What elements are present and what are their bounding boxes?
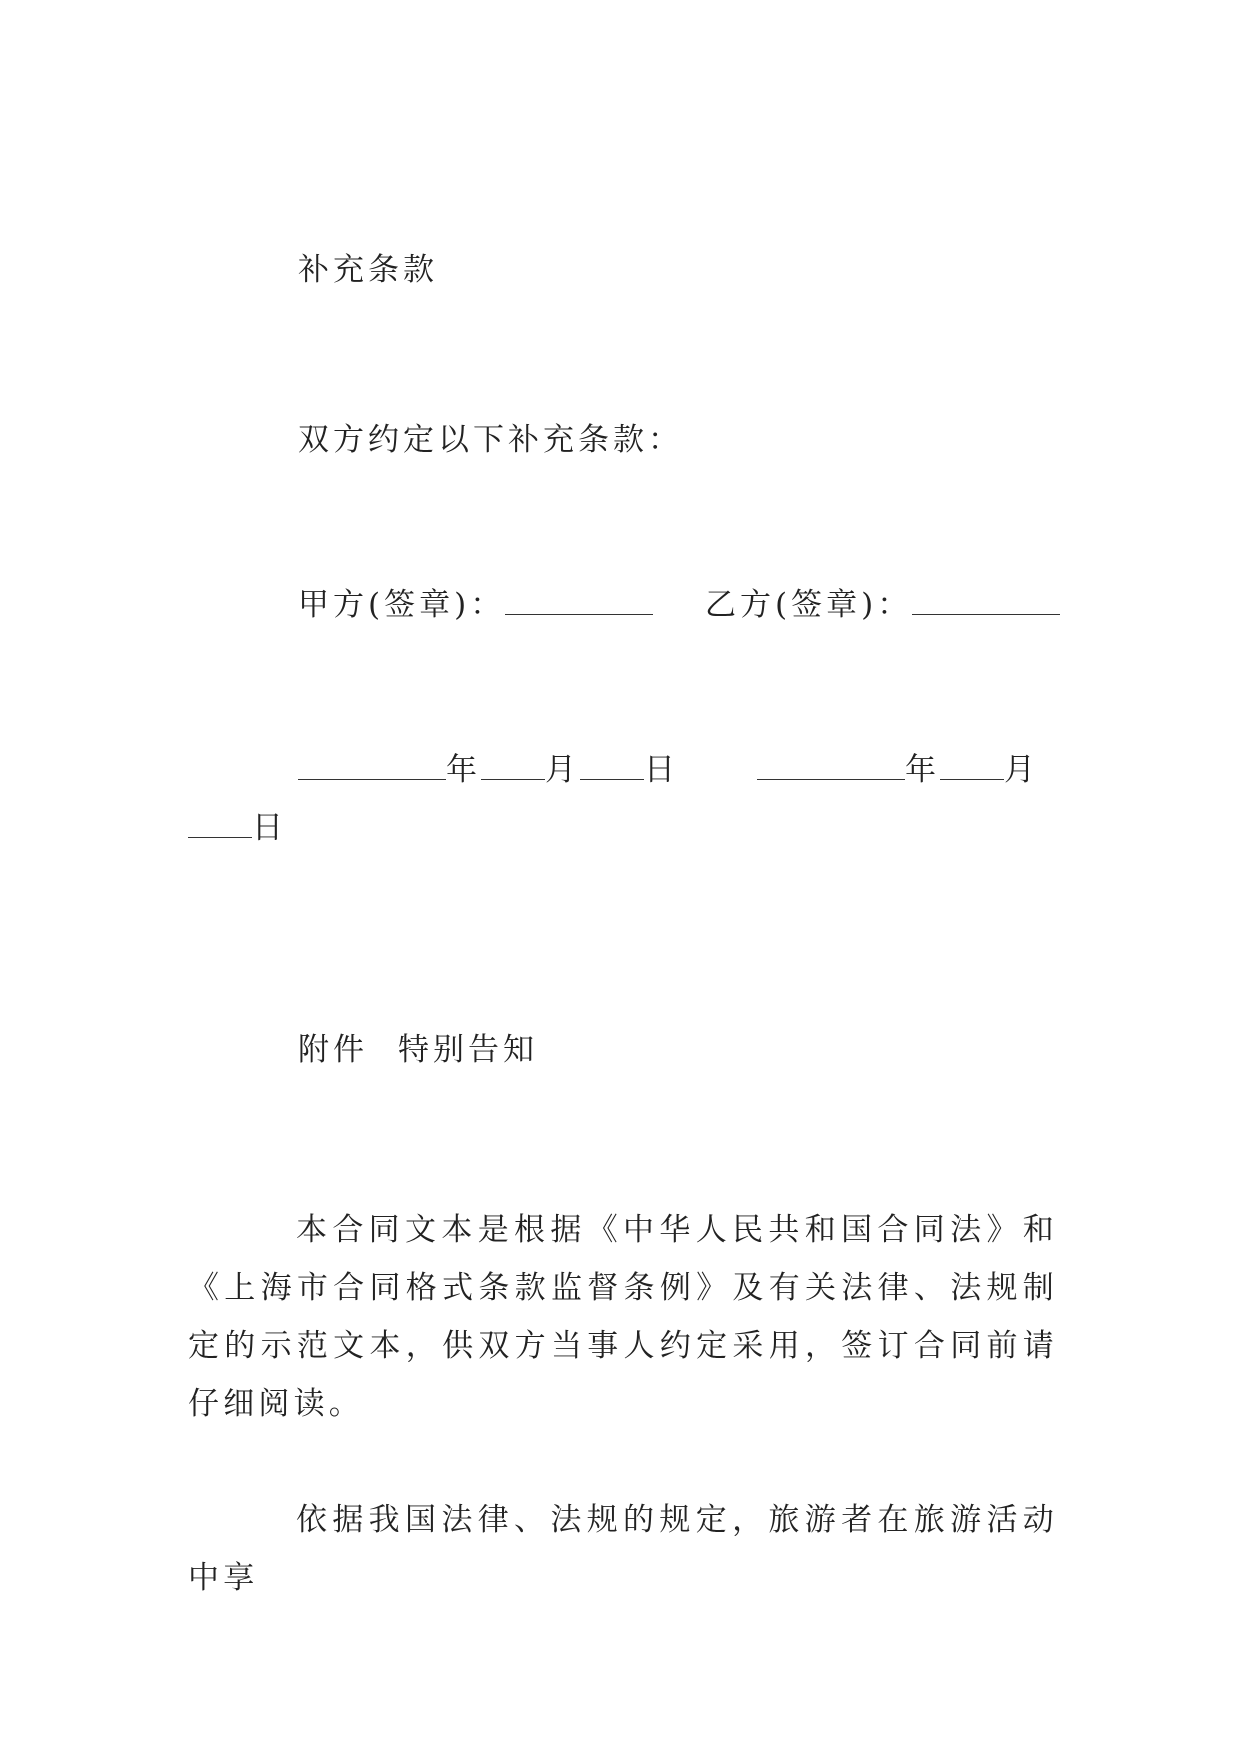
- month-char: 月: [1004, 752, 1039, 788]
- party-a-signature-blank[interactable]: [505, 586, 653, 615]
- party-b-year-blank[interactable]: [757, 751, 905, 780]
- year-char: 年: [905, 752, 940, 788]
- party-a-year-blank[interactable]: [298, 751, 446, 780]
- party-b-label: 乙方(签章)：: [705, 587, 913, 623]
- party-b-signature-blank[interactable]: [912, 586, 1060, 615]
- party-a-signature-row: [298, 585, 653, 625]
- supplement-heading: 补充条款: [298, 252, 438, 288]
- party-b-month-blank[interactable]: [940, 751, 1004, 780]
- party-b-day-row: [188, 808, 287, 848]
- appendix-label: 附件: [298, 1032, 368, 1068]
- day-char: 日: [252, 810, 287, 846]
- appendix-heading: [298, 1030, 538, 1070]
- party-b-date-row: [757, 750, 1039, 790]
- month-char: 月: [545, 752, 580, 788]
- year-char: 年: [446, 752, 481, 788]
- appendix-title: 特别告知: [398, 1032, 538, 1068]
- party-a-label: 甲方(签章)：: [298, 587, 506, 623]
- appendix-paragraph-2: 依据我国法律、法规的规定，旅游者在旅游活动中享: [188, 1502, 1058, 1596]
- day-char: 日: [644, 752, 679, 788]
- supplement-intro: 双方约定以下补充条款：: [298, 422, 683, 458]
- party-a-day-blank[interactable]: [580, 751, 644, 780]
- party-b-signature-row: [705, 585, 1060, 625]
- party-a-month-blank[interactable]: [481, 751, 545, 780]
- party-b-day-blank[interactable]: [188, 809, 252, 838]
- party-a-date-row: [298, 750, 679, 790]
- appendix-paragraph-1: 本合同文本是根据《中华人民共和国合同法》和《上海市合同格式条款监督条例》及有关法律、法规制定的示范文本，供双方当事人约定采用，签订合同前请仔细阅读。: [188, 1212, 1058, 1422]
